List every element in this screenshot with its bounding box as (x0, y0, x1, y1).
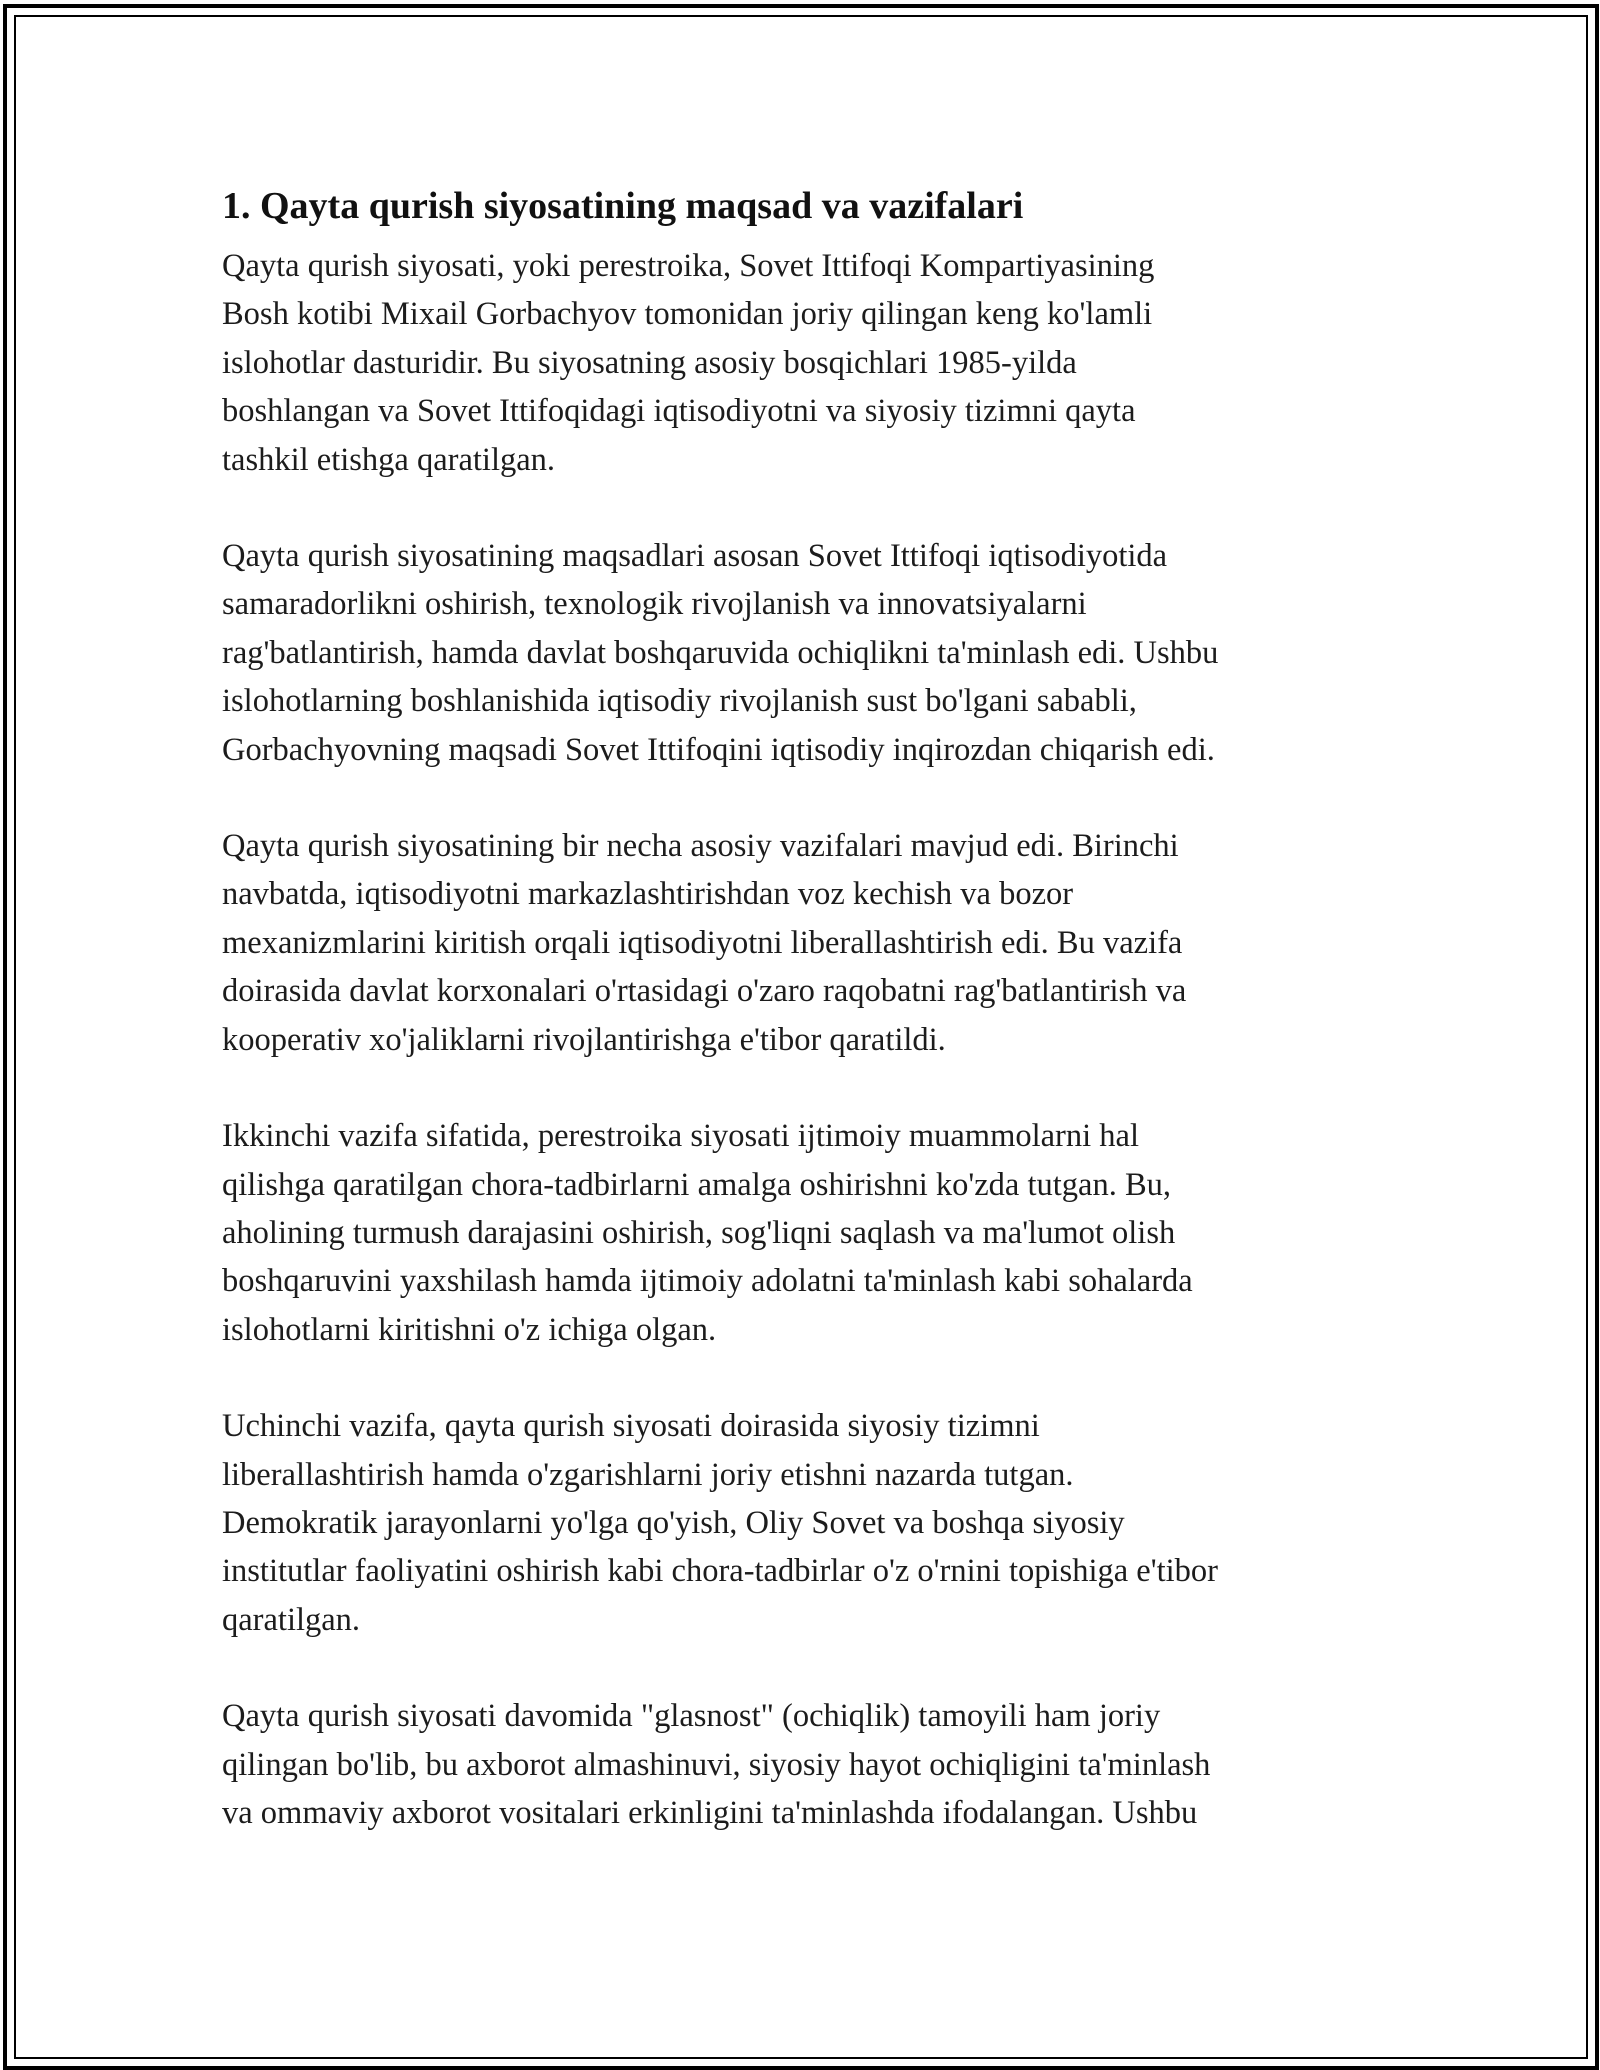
paragraph-line: samaradorlikni oshirish, texnologik rivojlanish va innovatsiyalarni (222, 586, 1087, 623)
paragraph-line: boshqaruvini yaxshilash hamda ijtimoiy adolatni ta'minlash kabi sohalarda (222, 1263, 1193, 1300)
paragraph (222, 822, 1382, 1064)
paragraph-line: kooperativ xo'jaliklarni rivojlantirishga e'tibor qaratildi. (222, 1021, 946, 1058)
paragraph (222, 1402, 1382, 1644)
paragraph-line: Demokratik jarayonlarni yo'lga qo'yish, Oliy Sovet va boshqa siyosiy (222, 1504, 1125, 1541)
paragraph-line: islohotlar dasturidir. Bu siyosatning asosiy bosqichlari 1985-yilda (222, 344, 1077, 381)
paragraph-line: boshlangan va Sovet Ittifoqidagi iqtisodiyotni va siyosiy tizimni qayta (222, 393, 1136, 430)
paragraph-line: liberallashtirish hamda o'zgarishlarni joriy etishni nazarda tutgan. (222, 1456, 1074, 1493)
paragraph (222, 242, 1382, 484)
paragraph-line: islohotlarning boshlanishida iqtisodiy rivojlanish sust bo'lgani sababli, (222, 683, 1137, 720)
paragraph-line: doirasida davlat korxonalari o'rtasidagi o'zaro raqobatni rag'batlantirish va (222, 973, 1187, 1010)
paragraph-line: va ommaviy axborot vositalari erkinligini ta'minlashda ifodalangan. Ushbu (222, 1794, 1198, 1831)
paragraph-line: tashkil etishga qaratilgan. (222, 441, 556, 478)
paragraph-line: qilishga qaratilgan chora-tadbirlarni amalga oshirishni ko'zda tutgan. Bu, (222, 1166, 1171, 1203)
paragraph-line: Qayta qurish siyosati, yoki perestroika, Sovet Ittifoqi Kompartiyasining (222, 248, 1155, 284)
paragraph-line: mexanizmlarini kiritish orqali iqtisodiyotni liberallashtirish edi. Bu vazifa (222, 924, 1183, 961)
paragraph-line: Qayta qurish siyosatining bir necha asosiy vazifalari mavjud edi. Birinchi (222, 828, 1179, 865)
section-heading: 1. Qayta qurish siyosatining maqsad va vazifalari (222, 185, 1024, 227)
paragraph-line: Ikkinchi vazifa sifatida, perestroika siyosati ijtimoiy muammolarni hal (222, 1118, 1139, 1155)
paragraph (222, 1692, 1382, 1837)
paragraph-line: rag'batlantirish, hamda davlat boshqaruvida ochiqlikni ta'minlash edi. Ushbu (222, 634, 1219, 671)
paragraph-line: Bosh kotibi Mixail Gorbachyov tomonidan joriy qilingan keng ko'lamli (222, 296, 1153, 333)
paragraph-line: aholining turmush darajasini oshirish, sog'liqni saqlash va ma'lumot olish (222, 1214, 1176, 1251)
paragraph-line: Uchinchi vazifa, qayta qurish siyosati doirasida siyosiy tizimni (222, 1408, 1040, 1445)
paragraph-line: Qayta qurish siyosatining maqsadlari asosan Sovet Ittifoqi iqtisodiyotida (222, 538, 1168, 575)
paragraph-line: islohotlarni kiritishni o'z ichiga olgan. (222, 1311, 717, 1348)
paragraph-line: Gorbachyovning maqsadi Sovet Ittifoqini iqtisodiy inqirozdan chiqarish edi. (222, 731, 1215, 768)
paragraph-line: qilingan bo'lib, bu axborot almashinuvi, siyosiy hayot ochiqligini ta'minlash (222, 1746, 1211, 1783)
document-body (222, 182, 1382, 1885)
paragraph (222, 1112, 1382, 1354)
paragraph-list (222, 242, 1382, 1837)
paragraph-line: institutlar faoliyatini oshirish kabi chora-tadbirlar o'z o'rnini topishiga e'tibor (222, 1553, 1218, 1590)
paragraph-line: navbatda, iqtisodiyotni markazlashtirishdan voz kechish va bozor (222, 876, 1074, 913)
paragraph-line: Qayta qurish siyosati davomida "glasnost" (ochiqlik) tamoyili ham joriy (222, 1698, 1161, 1735)
paragraph (222, 532, 1382, 774)
paragraph-line: qaratilgan. (222, 1601, 361, 1638)
